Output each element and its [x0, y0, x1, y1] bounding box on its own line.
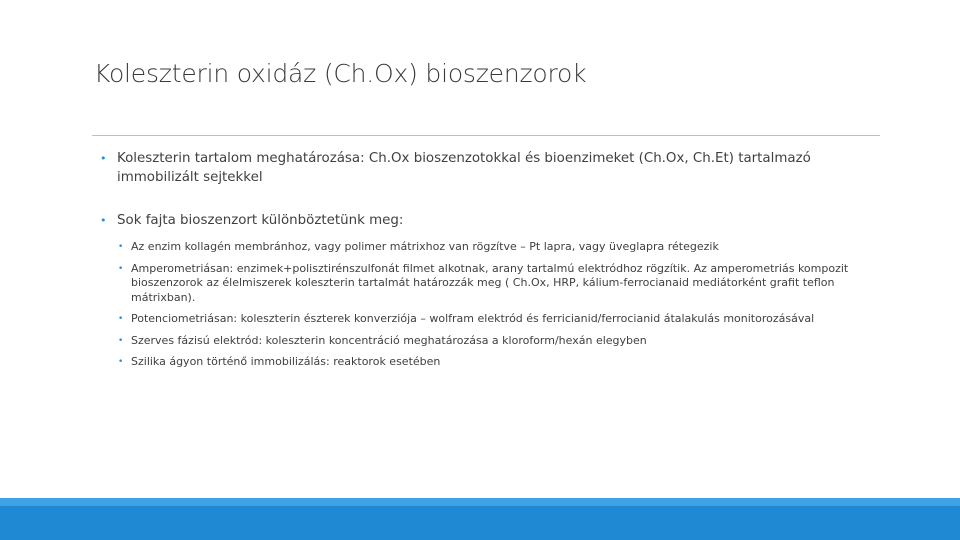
bullet-item — [100, 211, 880, 370]
sub-bullet-icon: • — [118, 335, 124, 346]
sub-bullet-text: Amperometriásan: enzimek+polisztirénszulfonát filmet alkotnak, arany tartalmú elektródhoz rögzítik. Az amperometriás kompozit bioszenzorok az élelmiszerek koleszterin tartalmát határozzák meg ( Ch.Ox, HRP, kálium-ferrocianaid mediátorként grafit teflon mátrixban). — [131, 261, 849, 304]
sub-bullet-list — [117, 240, 880, 370]
sub-bullet-item — [118, 334, 880, 349]
sub-bullet-icon: • — [118, 242, 124, 252]
title-divider — [92, 135, 880, 136]
sub-bullet-item — [118, 355, 880, 370]
sub-bullet-icon: • — [118, 357, 124, 367]
sub-bullet-item — [118, 240, 880, 255]
sub-bullet-text: Szerves fázisú elektród: koleszterin koncentráció meghatározása a kloroform/hexán elegyben — [131, 333, 647, 347]
bullet-text: Koleszterin tartalom meghatározása: Ch.Ox bioszenzotokkal és bioenzimeket (Ch.Ox, Ch.Et) tartalmazó immobilizált sejtekkel — [117, 151, 811, 185]
slide-title: Koleszterin oxidáz (Ch.Ox) bioszenzorok — [94, 59, 587, 88]
sub-bullet-item — [118, 312, 880, 327]
footer-bar — [0, 498, 960, 540]
bullet-text: Sok fajta bioszenzort különböztetünk meg: — [117, 213, 404, 228]
bullet-item — [100, 149, 880, 187]
sub-bullet-item — [118, 262, 880, 306]
footer-bar-highlight — [0, 498, 960, 506]
bullet-icon: • — [100, 214, 107, 227]
sub-bullet-icon: • — [118, 263, 124, 274]
sub-bullet-text: Az enzim kollagén membránhoz, vagy polimer mátrixhoz van rögzítve – Pt lapra, vagy üveglapra rétegezik — [131, 240, 719, 253]
sub-bullet-icon: • — [118, 314, 124, 324]
bullet-icon: • — [100, 152, 107, 165]
sub-bullet-text: Szilika ágyon történő immobilizálás: reaktorok esetében — [131, 355, 441, 368]
slide-content — [100, 149, 880, 370]
sub-bullet-text: Potenciometriásan: koleszterin észterek konverziója – wolfram elektród és ferricianid/ferrocianid átalakulás monitorozásával — [131, 312, 815, 325]
